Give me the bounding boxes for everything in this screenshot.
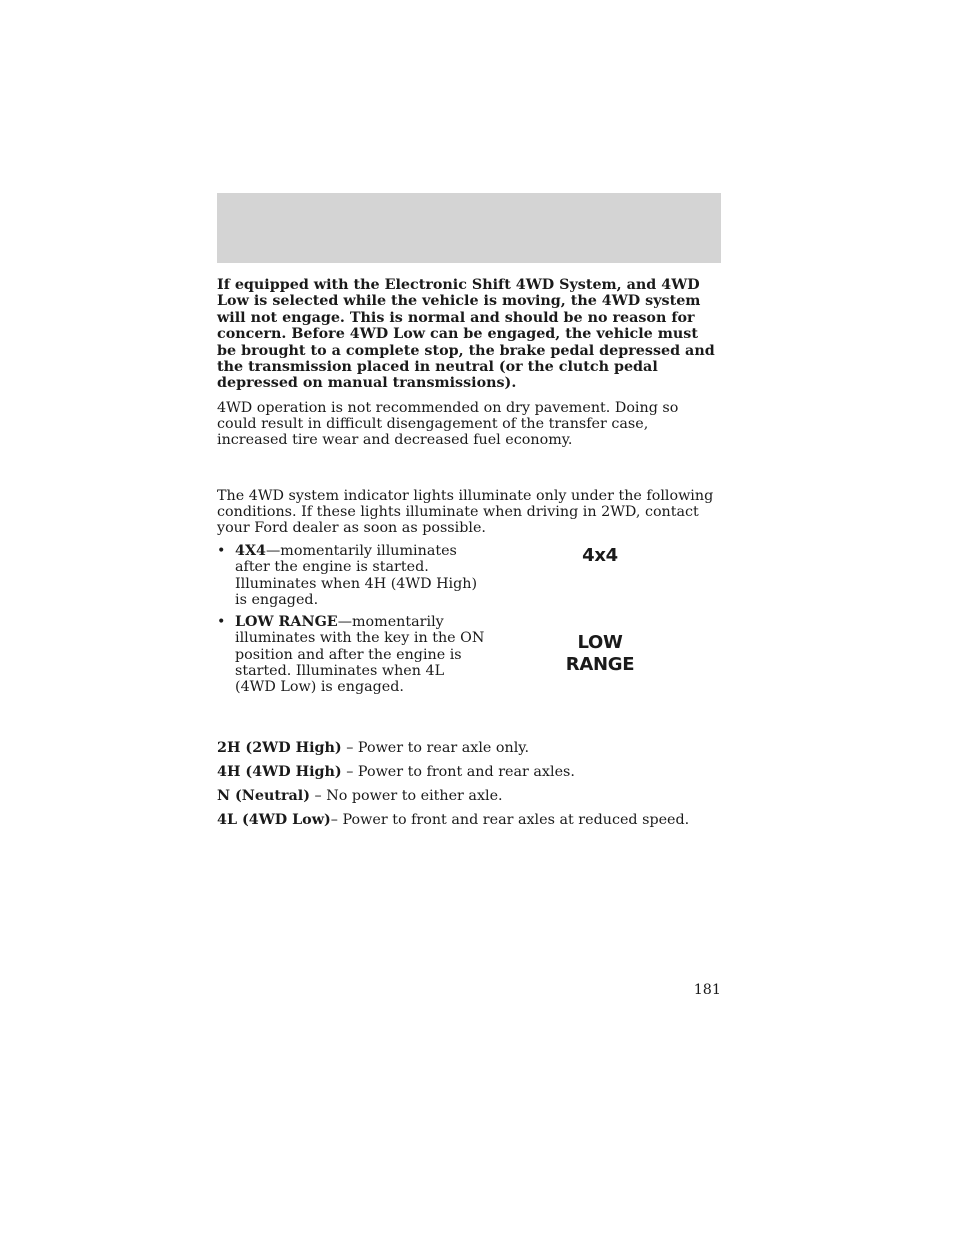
- mode-item: [217, 812, 721, 828]
- mode-term: 4H (4WD High): [217, 764, 342, 780]
- mode-item: [217, 764, 721, 780]
- bullet-dot: •: [217, 614, 226, 631]
- page-number: 181: [693, 982, 721, 998]
- warning-text: If equipped with the Electronic Shift 4WD System, and 4WD Low is selected while the vehicle is moving, the 4WD system will not engage. This is normal and should be no reason for concern. Before 4WD Low can be engaged, the vehicle must be brought to a complete stop, the brake pedal depressed and the transmission placed in neutral (or the clutch pedal depressed on manual transmissions).: [217, 277, 715, 392]
- mode-item: [217, 788, 721, 804]
- mode-text: – Power to front and rear axles.: [341, 764, 575, 780]
- low-range-indicator-line2: RANGE: [565, 654, 635, 675]
- dry-pavement-paragraph: 4WD operation is not recommended on dry pavement. Doing so could result in difficult disengagement of the transfer case, increased tire wear and decreased fuel economy.: [217, 400, 679, 449]
- mode-text: – Power to rear axle only.: [341, 740, 530, 756]
- low-range-indicator-icon: [555, 632, 645, 676]
- bullet-text: —momentarily illuminates after the engine is started. Illuminates when 4H (4WD High) is engaged.: [235, 543, 478, 608]
- indicator-lights-paragraph: The 4WD system indicator lights illuminate only under the following conditions. If these lights illuminate when driving in 2WD, contact your Ford dealer as soon as possible.: [217, 488, 714, 537]
- mode-text: – Power to front and rear axles at reduced speed.: [330, 812, 690, 828]
- list-item: [217, 614, 487, 695]
- bullet-dot: •: [217, 543, 226, 559]
- mode-term: 4L (4WD Low): [217, 812, 331, 828]
- mode-item: [217, 740, 721, 756]
- four-by-four-indicator-label: 4x4: [582, 545, 618, 566]
- low-range-indicator-line1: LOW: [577, 632, 623, 653]
- list-item: [217, 543, 487, 608]
- bullet-text: —momentarily illuminates with the key in the ON position and after the engine is started. Illuminates when 4L (4WD Low) is engaged.: [235, 614, 485, 696]
- warning-block: [217, 277, 721, 392]
- four-by-four-indicator-icon: [570, 545, 630, 567]
- section-header-band: [217, 193, 721, 263]
- indicator-bullet-list: [217, 543, 487, 702]
- mode-text: – No power to either axle.: [309, 788, 503, 804]
- bullet-term: 4X4: [235, 543, 266, 559]
- bullet-term: LOW RANGE: [235, 614, 338, 631]
- mode-term: N (Neutral): [217, 788, 310, 804]
- mode-term: 2H (2WD High): [217, 740, 342, 756]
- transfer-case-modes: [217, 740, 721, 836]
